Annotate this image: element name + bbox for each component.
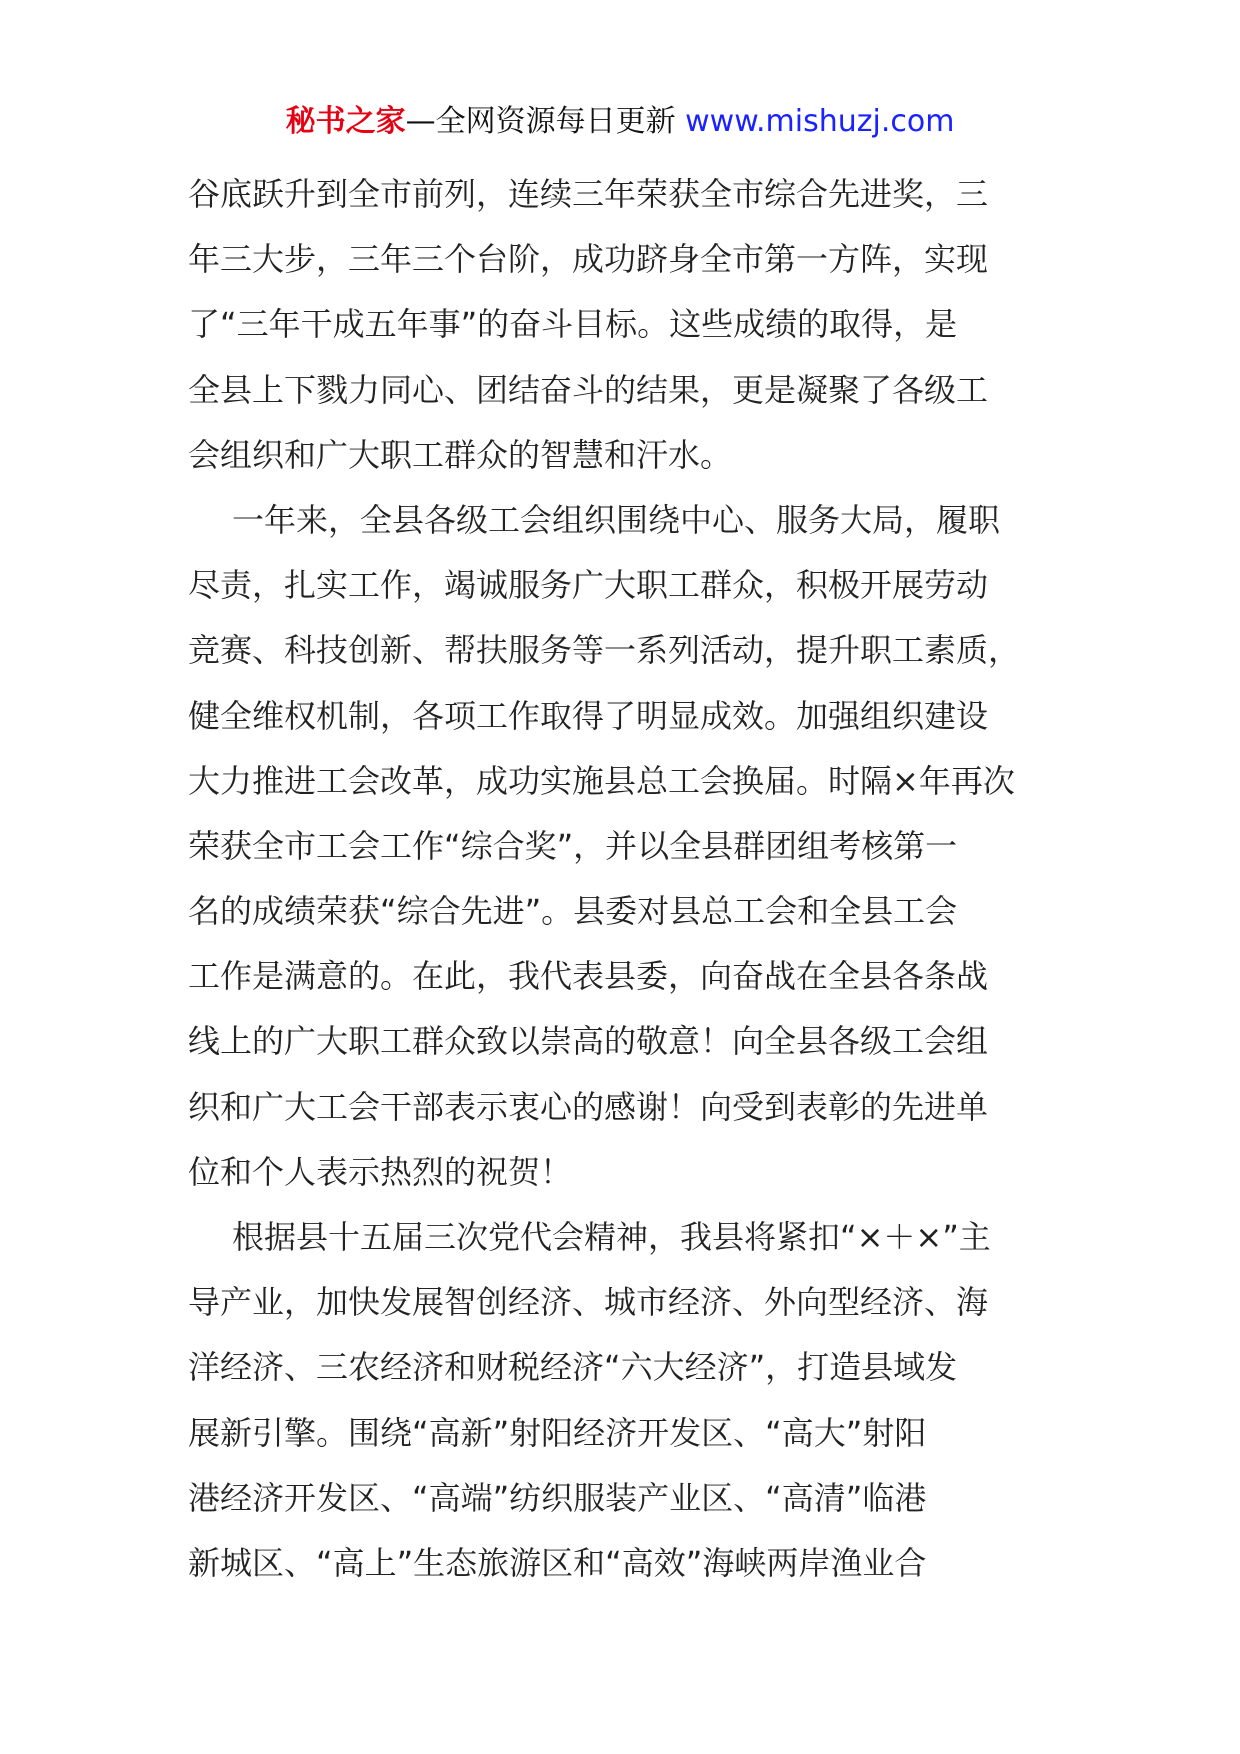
site-brand: 秘书之家 — [285, 104, 406, 139]
text-line: 织和广大工会干部表示衷心的感谢！向受到表彰的先进单 — [188, 1087, 989, 1126]
text-line: 了“三年干成五年事”的奋斗目标。这些成绩的取得，是 — [188, 305, 958, 344]
text-line: 港经济开发区、“高端”纺织服装产业区、“高清”临港 — [188, 1478, 927, 1517]
text-line: 荣获全市工会工作“综合奖”，并以全县群团组考核第一 — [188, 826, 958, 865]
paragraph-start-line: 根据县十五届三次党代会精神，我县将紧扣“×＋×”主 — [232, 1218, 991, 1256]
text-line: 位和个人表示热烈的祝贺！ — [188, 1152, 573, 1191]
text-line: 线上的广大职工群众致以崇高的敬意！向全县各级工会组 — [188, 1022, 989, 1061]
paragraph-start-line: 一年来，全县各级工会组织围绕中心、服务大局，履职 — [232, 500, 1001, 539]
text-line: 尽责，扎实工作，竭诚服务广大职工群众，积极开展劳动 — [188, 566, 989, 605]
text-line: 名的成绩荣获“综合先进”。县委对县总工会和全县工会 — [188, 892, 958, 931]
text-line: 展新引擎。围绕“高新”射阳经济开发区、“高大”射阳 — [188, 1413, 927, 1452]
site-url[interactable]: www.mishuzj.com — [685, 104, 955, 139]
text-line: 年三大步，三年三个台阶，成功跻身全市第一方阵，实现 — [188, 240, 989, 279]
text-line: 导产业，加快发展智创经济、城市经济、外向型经济、海 — [188, 1283, 989, 1322]
text-line: 新城区、“高上”生态旅游区和“高效”海峡两岸渔业合 — [188, 1543, 927, 1582]
document-body — [188, 162, 1088, 1596]
text-line: 洋经济、三农经济和财税经济“六大经济”，打造县域发 — [188, 1348, 958, 1387]
site-tagline: —全网资源每日更新 — [405, 104, 686, 139]
text-line: 健全维权机制，各项工作取得了明显成效。加强组织建设 — [188, 696, 989, 735]
text-line: 会组织和广大职工群众的智慧和汗水。 — [188, 435, 733, 474]
text-line: 谷底跃升到全市前列，连续三年荣获全市综合先进奖，三 — [188, 175, 989, 213]
text-line: 工作是满意的。在此，我代表县委，向奋战在全县各条战 — [188, 957, 989, 996]
site-header — [0, 100, 1240, 144]
text-line: 全县上下戮力同心、团结奋斗的结果，更是凝聚了各级工 — [188, 370, 989, 409]
text-line: 大力推进工会改革，成功实施县总工会换届。时隔×年再次 — [188, 761, 1015, 800]
text-line: 竞赛、科技创新、帮扶服务等一系列活动，提升职工素质， — [188, 631, 1021, 670]
